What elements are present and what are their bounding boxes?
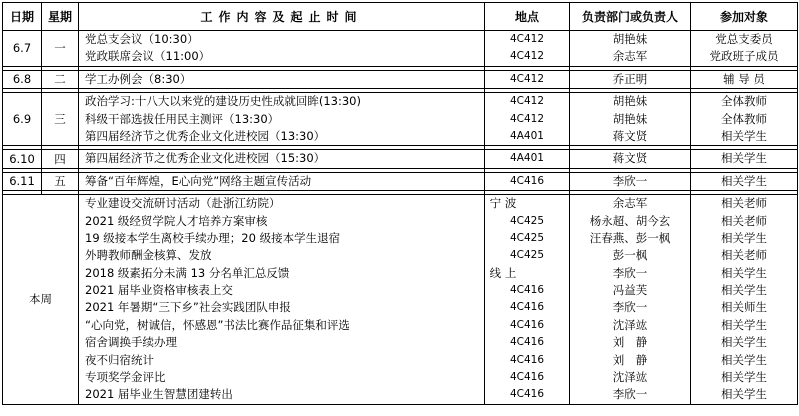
- audience-cell-line: 相关老师: [721, 248, 767, 263]
- day-date: 6.10: [3, 150, 42, 168]
- task-cell-line: 2021 级经贸学院人才培养方案审核: [85, 213, 268, 228]
- day-weekday: 一: [42, 31, 79, 67]
- location-cell: [485, 31, 570, 67]
- schedule-table: [2, 2, 798, 405]
- audience-cell-line: 相关学生: [721, 283, 767, 298]
- day-date: 6.8: [3, 70, 42, 88]
- task-cell-line: 第四届经济节之优秀企业文化进校园（13:30）: [85, 128, 326, 143]
- day-weekday: 四: [42, 150, 79, 168]
- task-cell-line: 2021 届毕业资格审核表上交: [85, 283, 233, 298]
- person-cell-line: 刘 静: [612, 335, 648, 350]
- day-row: [3, 70, 798, 88]
- location-cell: [485, 195, 570, 405]
- person-cell-line: 余志军: [612, 196, 648, 211]
- task-cell: [79, 150, 485, 168]
- location-cell-line: 4C416: [509, 371, 545, 384]
- location-cell-line: 4C425: [509, 231, 545, 244]
- audience-cell-line: 相关学生: [721, 230, 767, 245]
- location-cell-line: 4C416: [509, 301, 545, 314]
- audience-cell-line: 相关学生: [721, 173, 767, 188]
- day-row: [3, 31, 798, 67]
- audience-cell: [691, 150, 798, 168]
- day-date: 6.7: [3, 31, 42, 67]
- audience-cell-line: 相关学生: [721, 317, 767, 332]
- header-location: 地点: [485, 3, 570, 31]
- day-date: 6.11: [3, 172, 42, 190]
- person-cell-line: 李欣一: [612, 387, 648, 402]
- location-cell-line: 4C416: [509, 336, 545, 349]
- day-weekday: 二: [42, 70, 79, 88]
- header-person: 负责部门或负责人: [570, 3, 691, 31]
- location-cell-line: 4C416: [509, 174, 545, 187]
- task-cell-line: 夜不归宿统计: [85, 352, 154, 367]
- location-cell-line: 4C412: [509, 72, 545, 85]
- person-cell-line: 余志军: [612, 49, 648, 64]
- audience-cell-line: 相关学生: [721, 352, 767, 367]
- person-cell: [570, 150, 691, 168]
- task-cell-line: 2018 级素拓分未满 13 分名单汇总反馈: [85, 265, 290, 280]
- task-cell-line: 政治学习:十八大以来党的建设历史性成就回眸(13:30): [85, 94, 361, 109]
- task-cell-line: 党总支会议（10:30）: [85, 32, 199, 46]
- audience-cell-line: 相关学生: [721, 128, 767, 143]
- audience-cell-line: 党政班子成员: [709, 49, 779, 64]
- location-cell-line: 线 上: [489, 265, 517, 280]
- task-cell-line: 第四届经济节之优秀企业文化进校园（15:30）: [85, 151, 326, 166]
- location-cell-line: 4C416: [509, 284, 545, 297]
- task-cell-line: 19 级接本学生离校手续办理；20 级接本学生退宿: [85, 230, 341, 245]
- task-cell-line: 党政联席会议（11:00）: [85, 49, 211, 64]
- audience-cell-line: 相关师生: [721, 300, 767, 315]
- audience-cell-line: 全体教师: [721, 111, 767, 126]
- person-cell-line: 刘 静: [612, 352, 648, 367]
- audience-cell-line: 相关学生: [721, 370, 767, 385]
- audience-cell-line: 相关学生: [721, 387, 767, 402]
- task-cell: [79, 70, 485, 88]
- audience-cell-line: 相关学生: [721, 151, 767, 166]
- task-cell-line: 宿舍调换手续办理: [85, 335, 177, 350]
- person-cell-line: 沈泽竑: [612, 370, 648, 385]
- location-cell-line: 4C412: [509, 33, 545, 45]
- weekly-schedule-sheet: [2, 2, 798, 405]
- audience-cell-line: 相关学生: [721, 265, 767, 280]
- header-row: [3, 3, 798, 31]
- task-cell-line: 科级干部选拔任用民主测评（13:30）: [85, 111, 280, 126]
- location-cell: [485, 172, 570, 190]
- location-cell-line: 4C412: [509, 95, 545, 108]
- person-cell-line: 李欣一: [612, 265, 648, 280]
- location-cell: [485, 70, 570, 88]
- location-cell-line: 4A401: [510, 129, 544, 142]
- audience-cell-line: 全体教师: [721, 94, 767, 109]
- location-cell: [485, 93, 570, 146]
- task-cell-line: 筹备“百年辉煌，E心向党”网络主题宣传活动: [85, 173, 312, 188]
- person-cell-line: 彭一枫: [612, 248, 648, 263]
- week-row: [3, 195, 798, 405]
- audience-cell-line: 党总支委员: [715, 32, 773, 46]
- task-cell-line: 外聘教师酬金核算、发放: [85, 248, 212, 263]
- person-cell-line: 胡艳妹: [612, 94, 648, 109]
- location-cell-line: 宁 波: [489, 196, 517, 211]
- audience-cell: [691, 195, 798, 405]
- task-cell-line: 2021 年暑期“三下乡”社会实践团队申报: [85, 300, 291, 315]
- location-cell-line: 4C412: [509, 112, 545, 125]
- person-cell-line: 冯益芙: [612, 283, 648, 298]
- day-date: 6.9: [3, 93, 42, 146]
- location-cell-line: 4C416: [509, 388, 545, 401]
- task-cell-line: 2021 届毕业生智慧团建转出: [85, 387, 233, 402]
- location-cell-line: 4C425: [509, 214, 545, 227]
- person-cell: [570, 195, 691, 405]
- task-cell: [79, 172, 485, 190]
- person-cell-line: 杨永超、胡今玄: [589, 213, 671, 228]
- location-cell-line: 4C416: [509, 353, 545, 366]
- person-cell-line: 沈泽竑: [612, 317, 648, 332]
- person-cell: [570, 31, 691, 67]
- audience-cell-line: 相关学生: [721, 335, 767, 350]
- task-cell-line: 专业建设交流研讨活动（赴浙江纺院）: [85, 196, 281, 211]
- location-cell-line: 4C416: [509, 318, 545, 331]
- person-cell: [570, 172, 691, 190]
- task-cell: [79, 31, 485, 67]
- person-cell-line: 胡艳妹: [612, 111, 648, 126]
- day-row: [3, 172, 798, 190]
- task-cell-line: “心向党，树诚信，怀感恩”书法比赛作品征集和评选: [85, 317, 350, 332]
- audience-cell: [691, 93, 798, 146]
- audience-cell: [691, 70, 798, 88]
- week-label: 本周: [3, 195, 79, 405]
- task-cell: [79, 93, 485, 146]
- person-cell-line: 蒋文贤: [612, 151, 648, 166]
- audience-cell-line: 辅 导 员: [723, 71, 765, 86]
- task-cell-line: 专项奖学金评比: [85, 370, 166, 385]
- audience-cell-line: 相关老师: [721, 196, 767, 211]
- person-cell-line: 李欣一: [612, 300, 648, 315]
- location-cell: [485, 150, 570, 168]
- person-cell: [570, 70, 691, 88]
- header-date: 日期: [3, 3, 42, 31]
- task-cell-line: 学工办例会（8:30）: [85, 71, 192, 86]
- header-task: 工作内容及起止时间: [79, 3, 485, 31]
- schedule-body: [3, 31, 798, 405]
- location-cell-line: 4C412: [509, 50, 545, 63]
- audience-cell: [691, 31, 798, 67]
- header-audience: 参加对象: [691, 3, 798, 31]
- day-weekday: 五: [42, 172, 79, 190]
- day-row: [3, 93, 798, 146]
- day-weekday: 三: [42, 93, 79, 146]
- location-cell-line: 4C425: [509, 249, 545, 262]
- location-cell-line: 4A401: [510, 152, 544, 165]
- audience-cell-line: 相关老师: [721, 213, 767, 228]
- task-cell: [79, 195, 485, 405]
- person-cell-line: 李欣一: [612, 173, 648, 188]
- audience-cell: [691, 172, 798, 190]
- person-cell-line: 汪春燕、彭一枫: [589, 230, 671, 245]
- person-cell: [570, 93, 691, 146]
- person-cell-line: 蒋文贤: [612, 128, 648, 143]
- header-weekday: 星期: [42, 3, 79, 31]
- person-cell-line: 乔正明: [612, 71, 648, 86]
- day-row: [3, 150, 798, 168]
- person-cell-line: 胡艳妹: [612, 32, 648, 46]
